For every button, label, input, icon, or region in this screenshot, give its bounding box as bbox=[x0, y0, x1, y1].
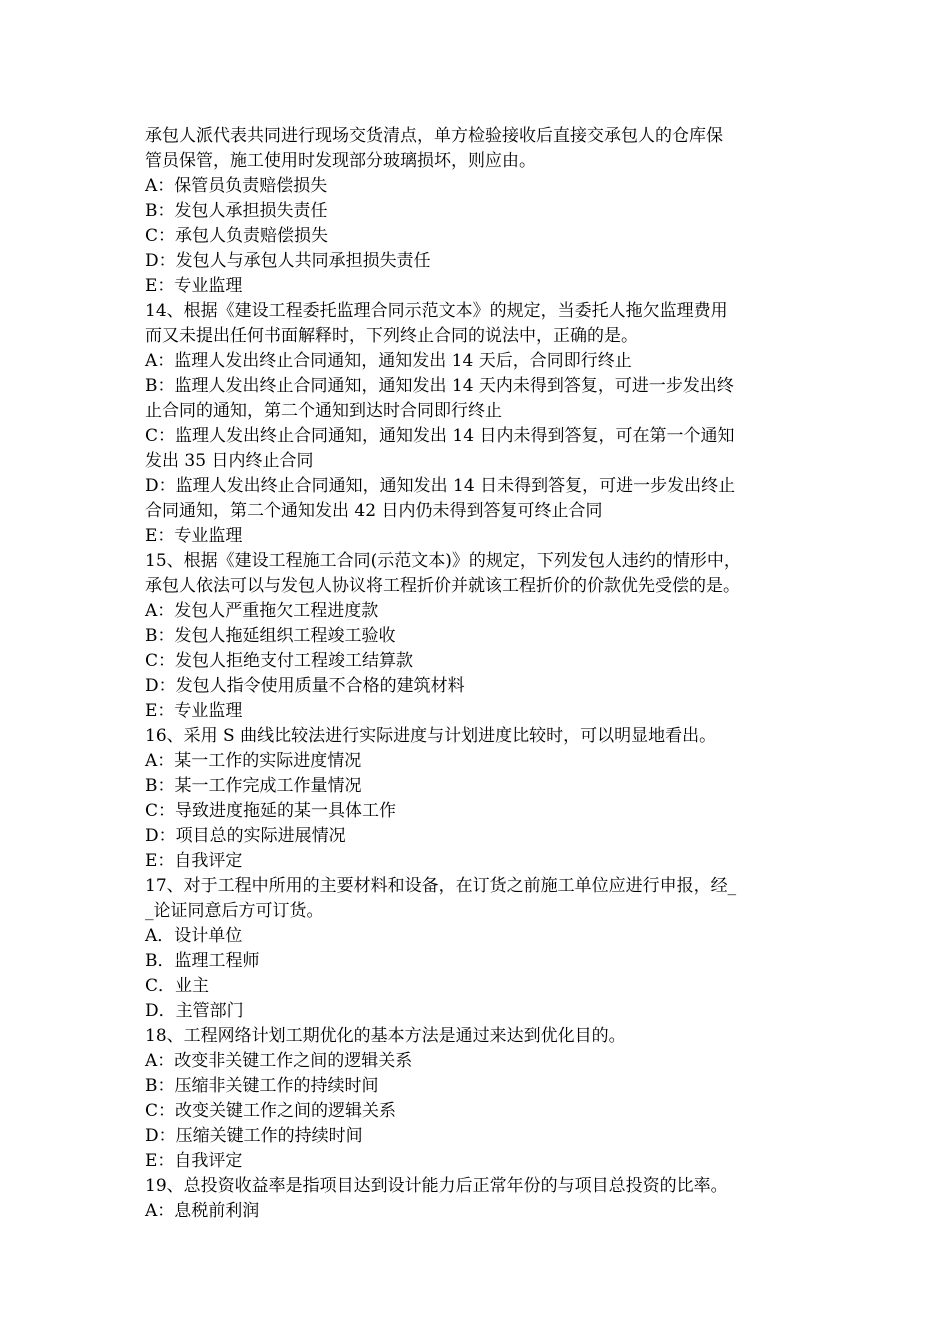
text-line: _论证同意后方可订货。 bbox=[145, 901, 324, 921]
option-line: B：压缩非关键工作的持续时间 bbox=[145, 1076, 379, 1096]
option-line: B：监理人发出终止合同通知，通知发出 14 天内未得到答复，可进一步发出终 bbox=[145, 376, 734, 396]
question-14: 14、根据《建设工程委托监理合同示范文本》的规定，当委托人拖欠监理费用 bbox=[145, 301, 728, 321]
option-line: D：压缩关键工作的持续时间 bbox=[145, 1126, 363, 1146]
option-line: C：监理人发出终止合同通知，通知发出 14 日内未得到答复，可在第一个通知 bbox=[145, 426, 735, 446]
text-line: 承包人依法可以与发包人协议将工程折价并就该工程折价的价款优先受偿的是。 bbox=[145, 576, 740, 596]
option-line: E：专业监理 bbox=[145, 526, 243, 546]
option-line: A：某一工作的实际进度情况 bbox=[145, 751, 362, 771]
question-15: 15、根据《建设工程施工合同(示范文本)》的规定，下列发包人违约的情形中， bbox=[145, 551, 741, 571]
option-line: C：发包人拒绝支付工程竣工结算款 bbox=[145, 651, 414, 671]
option-line: A：保管员负责赔偿损失 bbox=[145, 176, 328, 196]
option-line: D：发包人与承包人共同承担损失责任 bbox=[145, 251, 431, 271]
option-line: B．监理工程师 bbox=[145, 951, 260, 971]
option-line: C：承包人负责赔偿损失 bbox=[145, 226, 329, 246]
option-line: D．主管部门 bbox=[145, 1001, 244, 1021]
question-16: 16、采用 S 曲线比较法进行实际进度与计划进度比较时，可以明显地看出。 bbox=[145, 726, 717, 746]
option-line: B：发包人拖延组织工程竣工验收 bbox=[145, 626, 396, 646]
option-line: E：专业监理 bbox=[145, 276, 243, 296]
text-line: 合同通知，第二个通知发出 42 日内仍未得到答复可终止合同 bbox=[145, 501, 603, 521]
option-line: A：改变非关键工作之间的逻辑关系 bbox=[145, 1051, 413, 1071]
option-line: A：息税前利润 bbox=[145, 1201, 260, 1221]
text-line: 而又未提出任何书面解释时，下列终止合同的说法中，正确的是。 bbox=[145, 326, 638, 346]
option-line: D：监理人发出终止合同通知，通知发出 14 日未得到答复，可进一步发出终止 bbox=[145, 476, 736, 496]
option-line: D：项目总的实际进展情况 bbox=[145, 826, 346, 846]
option-line: C：改变关键工作之间的逻辑关系 bbox=[145, 1101, 397, 1121]
text-line: 发出 35 日内终止合同 bbox=[145, 451, 314, 471]
question-19: 19、总投资收益率是指项目达到设计能力后正常年份的与项目总投资的比率。 bbox=[145, 1176, 728, 1196]
option-line: B：发包人承担损失责任 bbox=[145, 201, 328, 221]
document-page bbox=[145, 124, 815, 1224]
option-line: E：自我评定 bbox=[145, 851, 243, 871]
option-line: A．设计单位 bbox=[145, 926, 243, 946]
option-line: C．业主 bbox=[145, 976, 210, 996]
text-line: 止合同的通知，第二个通知到达时合同即行终止 bbox=[145, 401, 502, 421]
option-line: C：导致进度拖延的某一具体工作 bbox=[145, 801, 397, 821]
option-line: E：自我评定 bbox=[145, 1151, 243, 1171]
text-line: 承包人派代表共同进行现场交货清点，单方检验接收后直接交承包人的仓库保 bbox=[145, 126, 723, 146]
option-line: E：专业监理 bbox=[145, 701, 243, 721]
question-17: 17、对于工程中所用的主要材料和设备，在订货之前施工单位应进行申报，经_ bbox=[145, 876, 737, 896]
option-line: A：监理人发出终止合同通知，通知发出 14 天后，合同即行终止 bbox=[145, 351, 632, 371]
text-line: 管员保管，施工使用时发现部分玻璃损坏，则应由。 bbox=[145, 151, 536, 171]
question-18: 18、工程网络计划工期优化的基本方法是通过来达到优化目的。 bbox=[145, 1026, 626, 1046]
option-line: A：发包人严重拖欠工程进度款 bbox=[145, 601, 379, 621]
option-line: B：某一工作完成工作量情况 bbox=[145, 776, 362, 796]
option-line: D：发包人指令使用质量不合格的建筑材料 bbox=[145, 676, 465, 696]
